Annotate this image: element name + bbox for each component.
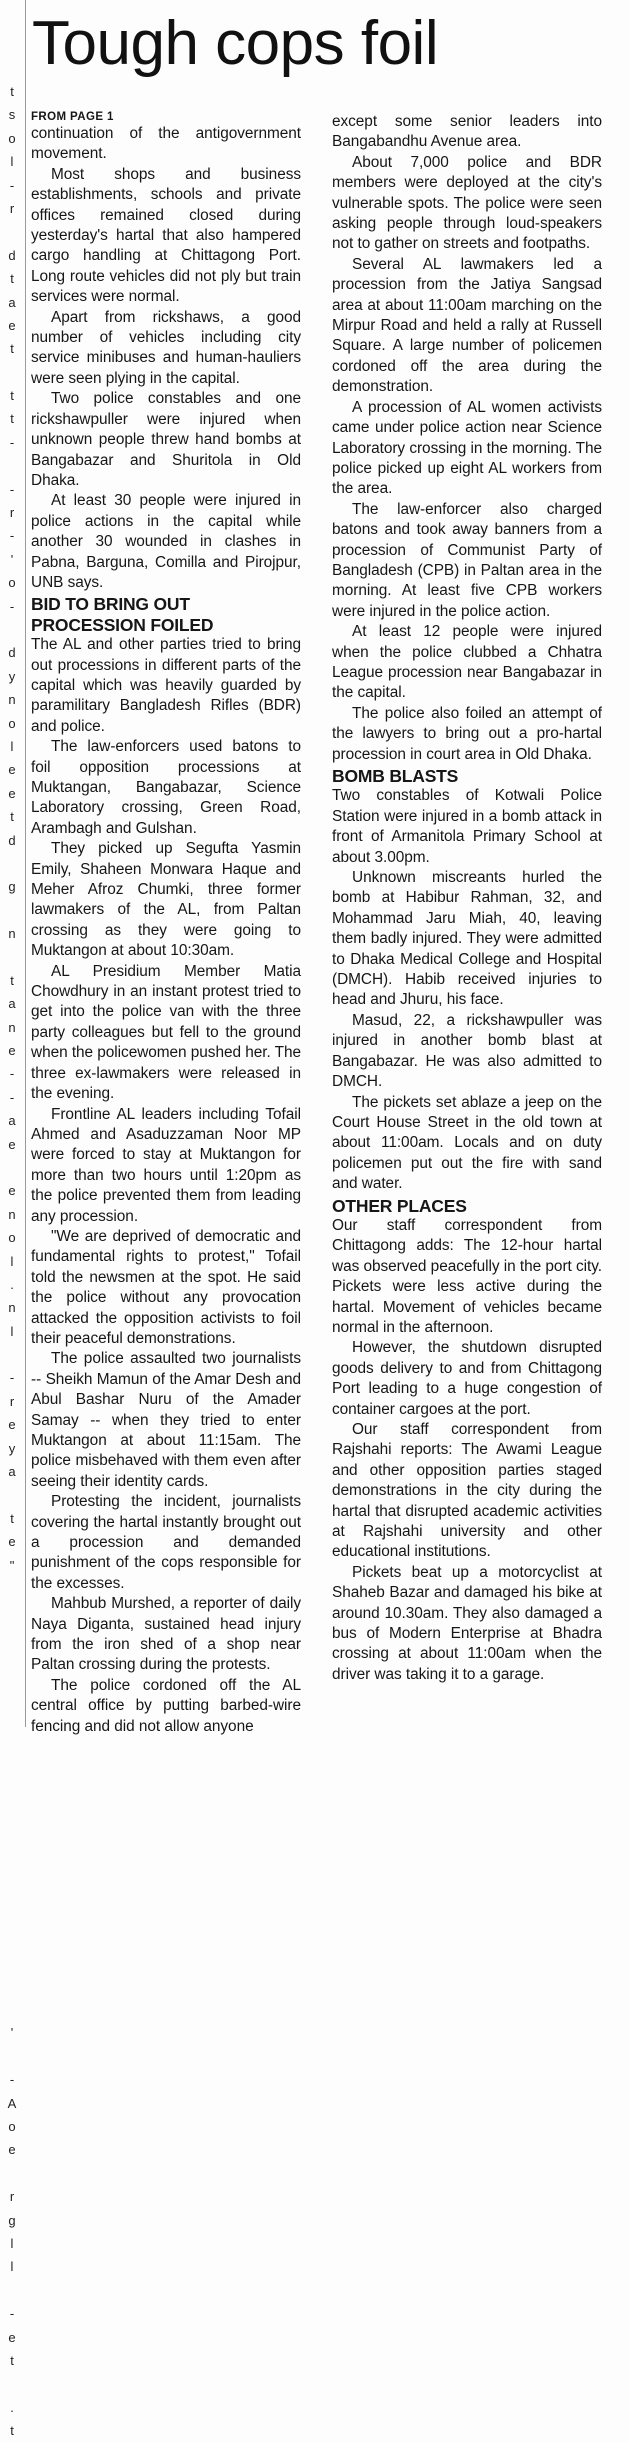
fragment-char: e	[8, 1043, 16, 1059]
headline: Tough cops foil	[32, 9, 439, 78]
fragment-char: o	[8, 130, 16, 146]
paragraph: About 7,000 police and BDR members were deployed at the city's vulnerable spots. The police were seen asking people through loud-speakers not to gather on streets and footpaths.	[332, 153, 602, 253]
article-column-right	[332, 112, 602, 1685]
fragment-char	[0, 1624, 24, 1647]
fragment-char: o	[8, 575, 16, 591]
fragment-char	[0, 2279, 24, 2302]
paragraph: A procession of AL women activists came under police action near Science Laboratory crossing in the morning. The police picked up eight AL workers from the area.	[332, 398, 602, 498]
fragment-char	[0, 2162, 24, 2185]
paragraph: Unknown miscreants hurled the bomb at Habibur Rahman, 32, and Mohammad Jaru Miah, 40, leaving them badly injured. They were admitted to Dhaka Medical College and Hospital (DMCH). Habib received injuries to head and Jhuru, his face.	[332, 869, 602, 1009]
fragment-char: o	[8, 1230, 16, 1246]
fragment-char	[0, 1764, 24, 1787]
fragment-char: r	[9, 2189, 15, 2205]
fragment-char	[0, 618, 24, 641]
fragment-char	[0, 1156, 24, 1179]
paragraph: Two constables of Kotwali Police Station were injured in a bomb attack in front of Armanitola Primary School at about 3.00pm.	[332, 787, 602, 866]
fragment-char: n	[8, 926, 16, 942]
fragment-char: t	[10, 2352, 14, 2368]
fragment-char: t	[10, 2423, 14, 2439]
fragment-char: e	[8, 762, 16, 778]
fragment-char: -	[9, 528, 15, 544]
fragment-char	[0, 852, 24, 875]
fragment-char: -	[9, 177, 15, 193]
fragment-char	[0, 1858, 24, 1881]
fragment-char: l	[10, 154, 14, 170]
paragraph: Mahbub Murshed, a reporter of daily Naya Diganta, sustained head injury from the iron shed of a shop near Paltan crossing during the protests.	[31, 1595, 301, 1674]
paragraph: Several AL lawmakers led a procession from the Jatiya Sangsad area at about 11:00am marching on the Mirpur Road and held a rally at Russell Square. A large number of policemen cordoned off the area during the demonstration.	[332, 255, 602, 396]
right-column-body	[332, 112, 602, 1685]
fragment-char: n	[8, 1300, 16, 1316]
fragment-char: n	[8, 692, 16, 708]
fragment-char	[0, 1343, 24, 1366]
fragment-char: r	[9, 200, 15, 216]
adjacent-column-fragments	[0, 80, 24, 2442]
paragraph: Protesting the incident, journalists covering the hartal instantly brought out a procession and demanded punishment of the cops responsible for the excesses.	[31, 1493, 301, 1592]
fragment-char	[0, 1928, 24, 1951]
paragraph: Our staff correspondent from Rajshahi reports: The Awami League and other opposition parties staged demonstrations in the city during the hartal that disrupted academic activities at Rajshahi university and other educational institutions.	[332, 1421, 602, 1561]
fragment-char: l	[10, 738, 14, 754]
fragment-char: y	[8, 1440, 16, 1456]
fragment-char: d	[8, 645, 16, 661]
fragment-char: a	[8, 996, 16, 1012]
paragraph: Masud, 22, a rickshawpuller was injured in another bomb blast at Bangabazar. He was also admitted to DMCH.	[332, 1011, 602, 1091]
fragment-char	[0, 1483, 24, 1506]
fragment-char: t	[10, 972, 14, 988]
fragment-char: r	[9, 1393, 15, 1409]
section-subhead: BOMB BLASTS	[332, 766, 459, 786]
fragment-char	[0, 2045, 24, 2068]
fragment-char: .	[10, 1276, 14, 1292]
fragment-char	[0, 1671, 24, 1694]
paragraph: Two police constables and one rickshawpuller were injured when unknown people threw hand bombs at Bangabazar and Shuritola in Old Dhaka.	[31, 390, 301, 489]
fragment-char: a	[8, 294, 16, 310]
fragment-char	[0, 220, 24, 243]
fragment-char	[0, 899, 24, 922]
column-divider	[25, 0, 26, 1727]
fragment-char: e	[8, 785, 16, 801]
fragment-char: .	[10, 2399, 14, 2415]
fragment-char: t	[10, 388, 14, 404]
fragment-char	[0, 361, 24, 384]
fragment-char	[0, 1647, 24, 1670]
paragraph: The law-enforcer also charged batons and took away banners from a procession of Communist Party of Bangladesh (CPB) in Paltan area in the morning. At least five CPB workers were injured in the police action.	[332, 500, 602, 620]
fragment-char: -	[9, 598, 15, 614]
fragment-char	[0, 1694, 24, 1717]
paragraph: "We are deprived of democratic and fundamental rights to protest," Tofail told the newsmen at the spot. He said the police without any provocation attacked the opposition activists to foil their peaceful demonstrations.	[31, 1227, 301, 1347]
fragment-char: l	[10, 1323, 14, 1339]
fragment-char	[0, 1811, 24, 1834]
fragment-char: '	[10, 551, 14, 567]
fragment-char	[0, 945, 24, 968]
fragment-char: t	[10, 271, 14, 287]
fragment-char: -	[9, 2306, 15, 2322]
paragraph: The police also foiled an attempt of the lawyers to bring out a pro-hartal procession in court area in Old Dhaka.	[332, 704, 602, 763]
fragment-char: t	[10, 411, 14, 427]
fragment-char: g	[8, 879, 16, 895]
fragment-char: l	[10, 2259, 14, 2275]
fragment-char	[0, 1717, 24, 1740]
paragraph: The police cordoned off the AL central office by putting barbed-wire fencing and did not allow anyone	[31, 1676, 301, 1735]
paragraph: The law-enforcers used batons to foil opposition processions at Muktangan, Bangabazar, Science Laboratory crossing, Green Road, Arambagh and Gulshan.	[31, 738, 301, 837]
fragment-char	[0, 454, 24, 477]
paragraph: Frontline AL leaders including Tofail Ahmed and Asaduzzaman Noor MP were forced to stay at Muktangon for more than two hours until 1:20pm as the police prevented them from leading any procession.	[31, 1105, 301, 1225]
fragment-char: -	[9, 434, 15, 450]
fragment-char: A	[7, 2095, 17, 2111]
fragment-char: a	[8, 1464, 16, 1480]
fragment-char	[0, 1951, 24, 1974]
fragment-char: -	[9, 1089, 15, 1105]
fragment-char: e	[8, 2142, 16, 2158]
paragraph: except some senior leaders into Bangabandhu Avenue area.	[332, 113, 602, 151]
paragraph: Pickets beat up a motorcyclist at Shaheb Bazar and damaged his bike at around 10.30am. They also damaged a bus of Modern Enterprise at Bhadra crossing at about 11:00am when the driver was taking it to a garage.	[332, 1563, 602, 1683]
fragment-char: e	[8, 317, 16, 333]
fragment-char	[0, 1904, 24, 1927]
fragment-char: o	[8, 715, 16, 731]
paragraph: AL Presidium Member Matia Chowdhury in an instant protest tried to get into the police van with the three party colleagues but fell to the ground when the policewomen pushed her. The three ex-lawmakers were released in the evening.	[31, 962, 302, 1103]
fragment-char	[0, 1577, 24, 1600]
paragraph: The police assaulted two journalists -- Sheikh Mamun of the Amar Desh and Abul Bashar Nuru of the Amader Samay -- when they tried to enter Muktangon at about 11:15am. The police misbehaved with them even after seeing their identity cards.	[31, 1350, 301, 1490]
fragment-char: -	[9, 1066, 15, 1082]
fragment-char: g	[8, 2212, 16, 2228]
paragraph: Apart from rickshaws, a good number of vehicles including city service minibuses and human-hauliers were seen plying in the capital.	[31, 308, 301, 387]
section-subhead: OTHER PLACES	[332, 1195, 467, 1216]
fragment-char: t	[10, 1510, 14, 1526]
fragment-char: d	[8, 247, 16, 263]
fragment-char: -	[9, 481, 15, 497]
fragment-char: s	[8, 107, 16, 123]
fragment-char: e	[8, 2329, 16, 2345]
fragment-char	[0, 1881, 24, 1904]
paragraph: They picked up Segufta Yasmin Emily, Shaheen Monwara Haque and Meher Afroz Chumki, three former lawmakers of the AL, from Paltan crossing as they were going to Muktangon at about 10:30am.	[31, 840, 301, 960]
paragraph: At least 30 people were injured in police actions in the capital while another 30 wounded in clashes in Pabna, Barguna, Comilla and Pirojpur, UNB says.	[31, 492, 301, 591]
fragment-char	[0, 2372, 24, 2395]
fragment-char: -	[9, 2072, 15, 2088]
fragment-char	[0, 1741, 24, 1764]
paragraph: At least 12 people were injured when the police clubbed a Chhatra League procession near Bangabazar in the capital.	[332, 623, 602, 702]
fragment-char: r	[9, 505, 15, 521]
fragment-char: "	[9, 1557, 15, 1573]
fragment-char: e	[8, 1136, 16, 1152]
fragment-char: t	[10, 341, 14, 357]
paragraph: Our staff correspondent from Chittagong adds: The 12-hour hartal was observed peacefully in the port city. Pickets were less active during the hartal. Movement of vehicles became normal in the afternoon.	[332, 1216, 602, 1336]
fragment-char: e	[8, 1534, 16, 1550]
fragment-char: e	[8, 1183, 16, 1199]
fragment-char: a	[8, 1113, 16, 1129]
fragment-char	[0, 1600, 24, 1623]
paragraph: However, the shutdown disrupted goods delivery to and from Chittagong Port leading to a huge congestion of container cargoes at the port.	[332, 1339, 602, 1418]
fragment-char: t	[10, 809, 14, 825]
fragment-char: l	[10, 1253, 14, 1269]
fragment-char	[0, 1834, 24, 1857]
fragment-char	[0, 1788, 24, 1811]
kicker: FROM PAGE 1	[31, 111, 114, 123]
fragment-char: t	[10, 84, 14, 99]
fragment-char: '	[10, 2025, 14, 2041]
fragment-char	[0, 1998, 24, 2021]
paragraph: continuation of the antigovernment movement.	[31, 125, 301, 163]
left-column-body	[31, 124, 301, 1737]
paragraph: Most shops and business establishments, schools and private offices remained closed during yesterday's hartal that also hampered cargo handling at Chittagong Port. Long route vehicles did not ply but train services were normal.	[31, 165, 301, 306]
article-column-left	[31, 108, 301, 1737]
fragment-char	[0, 1975, 24, 1998]
fragment-char: o	[8, 2118, 16, 2134]
fragment-char: l	[10, 2235, 14, 2251]
fragment-char: n	[8, 1206, 16, 1222]
fragment-char: y	[8, 668, 16, 684]
fragment-char: -	[9, 1370, 15, 1386]
fragment-char: e	[8, 1417, 16, 1433]
paragraph: The AL and other parties tried to bring out processions in different parts of the capital which was heavily guarded by paramilitary Bangladesh Rifles (BDR) and police.	[31, 636, 301, 735]
fragment-char: n	[8, 1019, 16, 1035]
section-subhead: BID TO BRING OUT PROCESSION FOILED	[31, 594, 214, 635]
paragraph: The pickets set ablaze a jeep on the Court House Street in the old town at about 11:00am. Locals and on duty policemen put out the fire with sand and water.	[332, 1093, 602, 1193]
fragment-char: d	[8, 832, 16, 848]
